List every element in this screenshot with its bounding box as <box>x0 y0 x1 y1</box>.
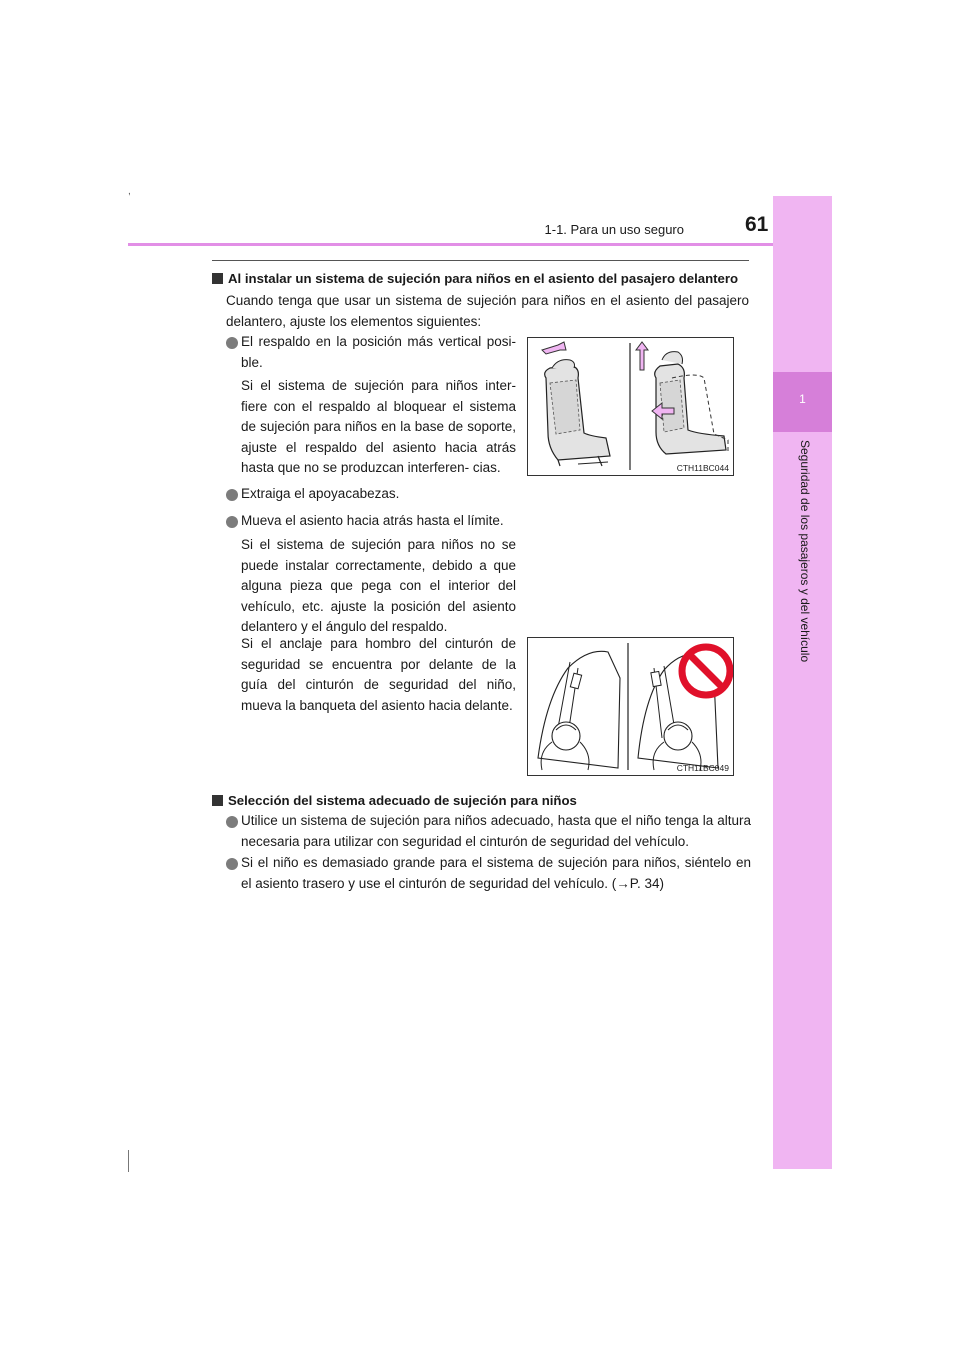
bullet-backrest-note: Si el sistema de sujeción para niños inter- fiere con el respaldo al bloquear el sistema de sujeción para niños en la base de soporte, ajuste el respaldo del asiento hacia atrás hasta que no se produzcan interferen- cias. <box>241 378 516 475</box>
chapter-title: Seguridad de los pasajeros y del vehículo <box>798 440 812 663</box>
figure-code: CTH11BC044 <box>676 463 729 473</box>
prohibited-sign-icon <box>682 647 730 695</box>
intro-paragraph: Cuando tenga que usar un sistema de sujeción para niños en el asiento del pasajero delantero, ajuste los elementos siguientes: <box>226 293 749 329</box>
bullet-use-adequate-restraint: Utilice un sistema de sujeción para niños adecuado, hasta que el niño tenga la altura necesaria para utilizar con seguridad el cinturón de seguridad del vehículo. <box>241 813 751 849</box>
belt-position-figure <box>527 637 734 776</box>
bullet-move-seat-back: Mueva el asiento hacia atrás hasta el límite. <box>241 513 504 528</box>
content-divider <box>212 260 749 261</box>
round-bullet-icon <box>226 816 238 828</box>
crop-mark: , <box>128 186 131 197</box>
round-bullet-icon <box>226 858 238 870</box>
section-heading-selection: Selección del sistema adecuado de sujeción para niños <box>212 792 752 810</box>
square-bullet-icon <box>212 795 223 806</box>
header-divider <box>128 243 832 246</box>
bullet-child-too-large: Si el niño es demasiado grande para el sistema de sujeción para niños, siéntelo en el asiento trasero y use el cinturón de seguridad del vehículo. (→P. 34) <box>241 855 751 891</box>
round-bullet-icon <box>226 489 238 501</box>
chapter-number: 1 <box>799 392 806 406</box>
chapter-tab-strip <box>773 196 832 1169</box>
round-bullet-icon <box>226 337 238 349</box>
arrow-icon <box>542 342 566 354</box>
arrow-icon <box>636 342 648 370</box>
bullet-remove-headrest: Extraiga el apoyacabezas. <box>241 486 400 501</box>
belt-illustration <box>528 638 733 775</box>
figure-code: CTH11BC049 <box>676 763 729 773</box>
bullet-seat-note-2: Si el anclaje para hombro del cinturón de seguridad se encuentra por delante de la guía del cinturón de seguridad del niño, mueva la banqueta del asiento hacia delante. <box>241 636 516 713</box>
crop-mark <box>128 1150 129 1172</box>
seat-illustration <box>528 338 733 475</box>
square-bullet-icon <box>212 273 223 284</box>
round-bullet-icon <box>226 516 238 528</box>
bullet-seat-note-1: Si el sistema de sujeción para niños no se puede instalar correctamente, debido a que alguna pieza que pega con el interior del vehículo, etc. ajuste la posición del asiento delantero y el ángulo del respaldo. <box>241 537 516 634</box>
seat-adjustment-figure <box>527 337 734 476</box>
section-heading-front-seat: Al instalar un sistema de sujeción para niños en el asiento del pasajero delantero <box>212 270 757 288</box>
bullet-backrest-upright: El respaldo en la posición más vertical posi- ble. <box>241 334 516 370</box>
page-number: 61 <box>745 213 769 236</box>
section-title: 1-1. Para un uso seguro <box>544 222 684 237</box>
